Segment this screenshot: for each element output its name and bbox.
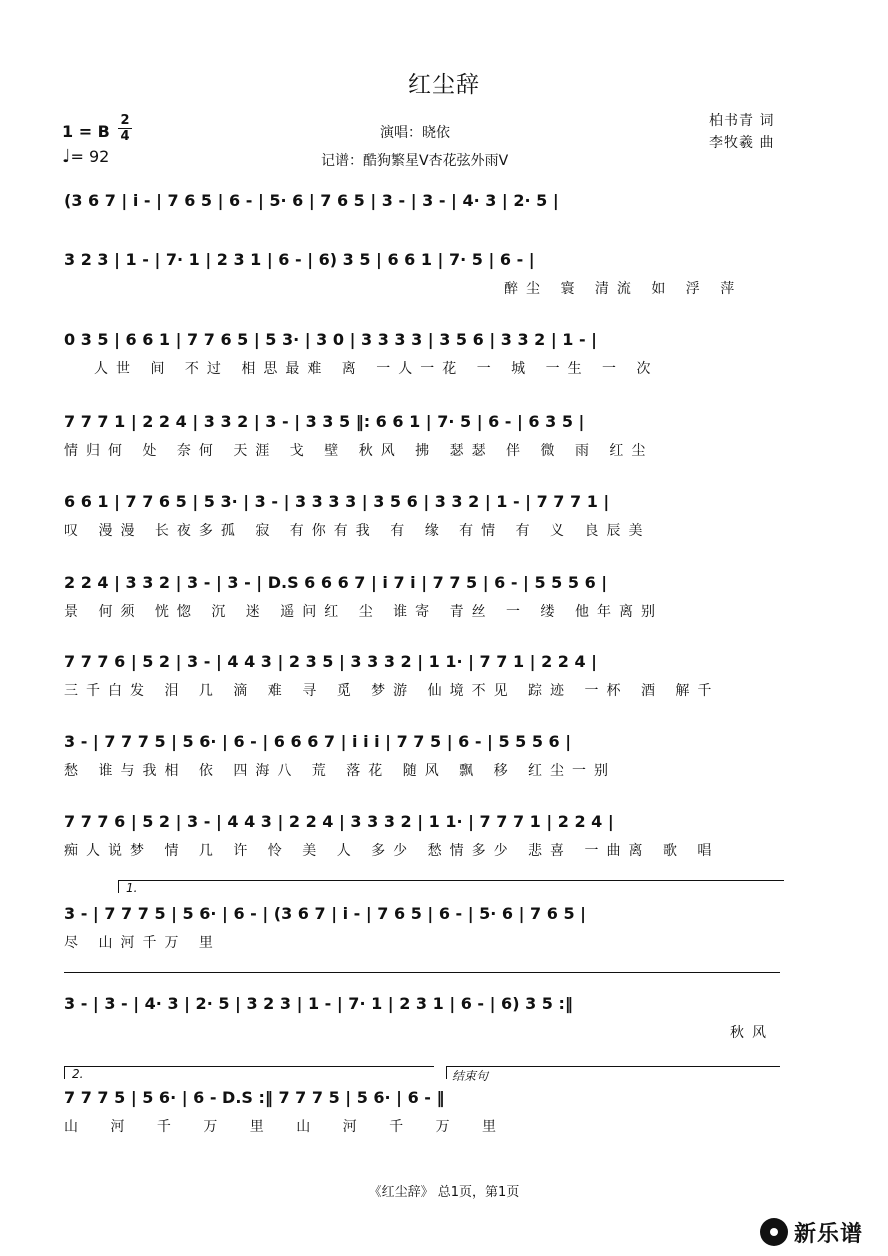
- lyrics-line: 痴人说梦 情 几 许 怜 美 人 多少 愁情多少 悲喜 一曲离 歌 唱: [64, 843, 720, 859]
- score-row-9: [64, 804, 784, 864]
- tempo-value: = 92: [70, 147, 110, 166]
- lyrics-line: 尽 山河千万 里: [64, 935, 221, 951]
- page-footer: 《红尘辞》 总1页，第1页: [368, 1185, 520, 1200]
- lyrics-line: 叹 漫漫 长夜多孤 寂 有你有我 有 缘 有情 有 义 良辰美: [64, 523, 651, 539]
- first-ending-label: 1.: [126, 881, 138, 895]
- lyrics-line: 景 何须 恍惚 沉 迷 遥问红 尘 谁寄 青丝 一 缕 他年离别: [64, 604, 663, 620]
- score-row-12: [64, 1066, 784, 1136]
- vinyl-disc-icon: [760, 1218, 788, 1246]
- notation-line: 3 2 3 | 1 - | 7· 1 | 2 3 1 | 6 - | 6) 3 5 | 6 6 1 | 7· 5 | 6 - |: [64, 249, 535, 269]
- notation-line: 3 - | 7 7 7 5 | 5 6· | 6 - | 6 6 6 7 | i i i | 7 7 5 | 6 - | 5 5 5 6 |: [64, 731, 572, 751]
- site-logo[interactable]: [760, 1216, 863, 1248]
- notation-line: 7 7 7 5 | 5 6· | 6 - D.S :‖ 7 7 7 5 | 5 6· | 6 - ‖: [64, 1087, 445, 1107]
- lyrics-line: 三千白发 泪 几 滴 难 寻 觅 梦游 仙境不见 踪迹 一杯 酒 解千: [64, 683, 720, 699]
- score-row-4: [64, 404, 784, 464]
- lyrics-line: 山 河 千 万 里 山 河 千 万 里: [64, 1119, 511, 1135]
- lyrics-line: 愁 谁与我相 依 四海八 荒 落花 随风 飘 移 红尘一别: [64, 763, 617, 779]
- notation-line: 3 - | 3 - | 4· 3 | 2· 5 | 3 2 3 | 1 - | 7· 1 | 2 3 1 | 6 - | 6) 3 5 :‖: [64, 993, 573, 1013]
- coda-label: 结束句: [452, 1069, 489, 1083]
- notation-line: 0 3 5 | 6 6 1 | 7 7 6 5 | 5 3· | 3 0 | 3 3 3 3 | 3 5 6 | 3 3 2 | 1 - |: [64, 329, 598, 349]
- key-signature: 1 = B: [62, 122, 110, 141]
- lyrics-line: 人世 间 不过 相思最难 离 一人一花 一 城 一生 一 次: [94, 361, 659, 377]
- time-signature: [118, 114, 132, 143]
- score-row-3: [64, 322, 784, 382]
- singer-credit: 演唱：晓依: [380, 125, 450, 141]
- time-signature-top: 2: [120, 113, 130, 128]
- song-title: 红尘辞: [408, 72, 480, 98]
- logo-brand-text: 新乐谱: [794, 1221, 864, 1247]
- notation-line: 7 7 7 6 | 5 2 | 3 - | 4 4 3 | 2 2 4 | 3 3 3 2 | 1 1· | 7 7 7 1 | 2 2 4 |: [64, 811, 614, 831]
- score-row-2: [64, 242, 784, 302]
- lyrics-line: 秋风: [730, 1025, 774, 1041]
- composer-credit: 李牧羲 曲: [709, 135, 775, 151]
- tempo-marking: [62, 146, 109, 167]
- score-row-10: [64, 880, 784, 950]
- second-ending-label: 2.: [72, 1067, 84, 1081]
- notation-line: 2 2 4 | 3 3 2 | 3 - | 3 - | D.S 6 6 6 7 | i 7 i | 7 7 5 | 6 - | 5 5 5 6 |: [64, 572, 608, 592]
- notation-line: 7 7 7 6 | 5 2 | 3 - | 4 4 3 | 2 3 5 | 3 3 3 2 | 1 1· | 7 7 1 | 2 2 4 |: [64, 651, 598, 671]
- score-row-5: [64, 484, 784, 544]
- lyrics-line: 醉尘 寰 清流 如 浮 萍: [504, 281, 743, 297]
- quarter-note-icon: ♩: [62, 146, 71, 167]
- time-signature-bottom: 4: [120, 129, 130, 144]
- notation-line: (3 6 7 | i - | 7 6 5 | 6 - | 5· 6 | 7 6 5 | 3 - | 3 - | 4· 3 | 2· 5 |: [64, 190, 559, 210]
- score-row-8: [64, 724, 784, 784]
- notation-line: 7 7 7 1 | 2 2 4 | 3 3 2 | 3 - | 3 3 5 ‖: 6 6 1 | 7· 5 | 6 - | 6 3 5 |: [64, 411, 585, 431]
- score-row-1: [64, 183, 784, 243]
- transcriber-credit: 记谱：酷狗繁星V杏花弦外雨V: [321, 153, 509, 169]
- lyrics-line: 情归何 处 奈何 天涯 戈 壁 秋风 拂 瑟瑟 伴 微 雨 红尘: [64, 443, 654, 459]
- score-row-6: [64, 565, 784, 625]
- lyricist-credit: 柏书青 词: [709, 113, 775, 129]
- score-row-11: [64, 972, 784, 1042]
- notation-line: 3 - | 7 7 7 5 | 5 6· | 6 - | (3 6 7 | i - | 7 6 5 | 6 - | 5· 6 | 7 6 5 |: [64, 903, 586, 923]
- notation-line: 6 6 1 | 7 7 6 5 | 5 3· | 3 - | 3 3 3 3 | 3 5 6 | 3 3 2 | 1 - | 7 7 7 1 |: [64, 491, 610, 511]
- score-row-7: [64, 644, 784, 704]
